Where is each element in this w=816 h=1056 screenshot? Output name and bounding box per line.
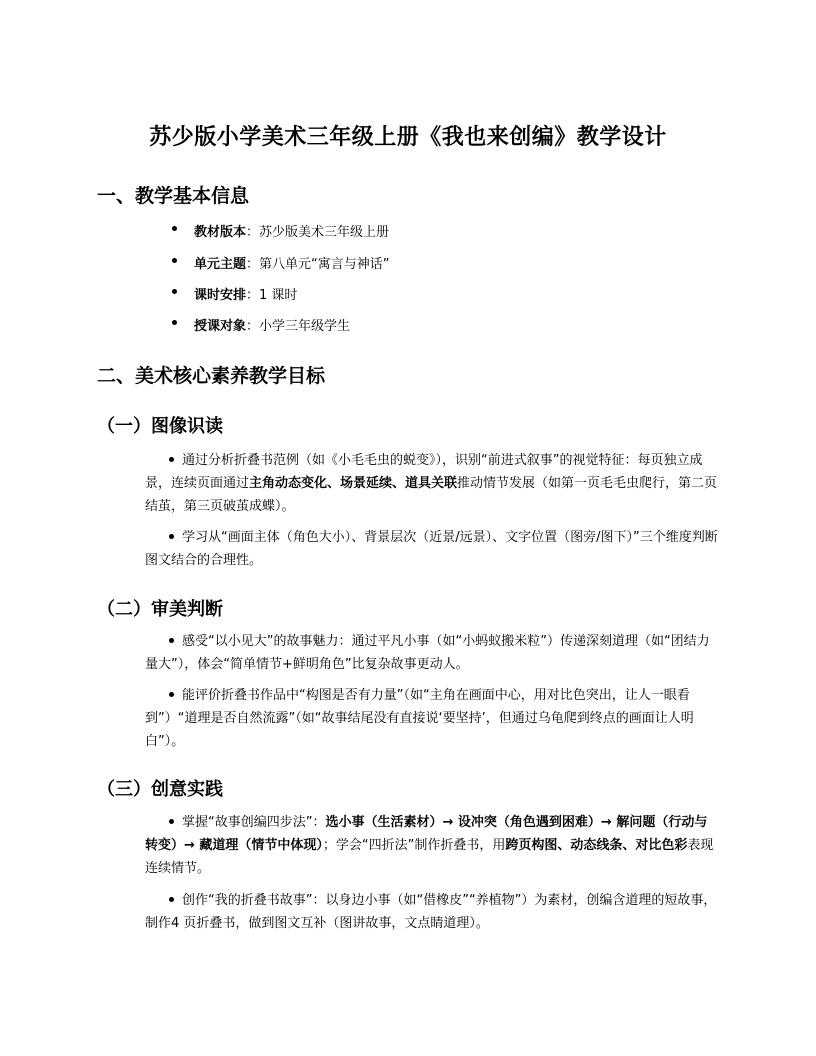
item-label: 教材版本 bbox=[194, 225, 247, 240]
list-item bbox=[174, 284, 297, 303]
item-label: 单元主题 bbox=[194, 257, 247, 272]
subsection-heading-image-reading: （一）图像识读 bbox=[97, 416, 223, 437]
paragraph bbox=[145, 526, 720, 572]
bullet-dot-icon bbox=[169, 534, 174, 539]
bullet-dot-icon bbox=[169, 897, 174, 902]
paragraph bbox=[145, 684, 720, 753]
list-item bbox=[174, 221, 389, 240]
paragraph-text: 学习从“画面主体（角色大小）、背景层次（近景/远景）、文字位置（图旁/图下）”三个维度判断图文结合的合理性。 bbox=[145, 530, 718, 568]
item-value: 苏少版美术三年级上册 bbox=[259, 225, 390, 240]
paragraph-bold-text: 跨页构图、动态线条、对比色彩 bbox=[505, 838, 688, 853]
paragraph bbox=[145, 630, 720, 676]
bullet-dot-icon bbox=[169, 692, 174, 697]
item-sep: ： bbox=[246, 319, 260, 334]
paragraph-text: 掌握“故事创编四步法”： bbox=[182, 815, 326, 830]
item-value: 1 课时 bbox=[259, 288, 298, 303]
paragraph-text: ；学会“四折法”制作折叠书，用 bbox=[322, 838, 506, 853]
item-label: 授课对象 bbox=[194, 319, 247, 334]
paragraph-text: 能评价折叠书作品中“构图是否有力量”（如“主角在画面中心，用对比色突出，让人一眼看到”）“道理是否自然流露”（如“故事结尾没有直接说‘要坚持’，但通过乌龟爬到终点的画面让人明白”）。 bbox=[145, 688, 694, 749]
paragraph bbox=[145, 449, 720, 518]
item-label: 课时安排 bbox=[194, 288, 247, 303]
list-item bbox=[174, 315, 350, 334]
paragraph-bold-text: 选小事（生活素材）→ 设冲突（角色遇到困难）→ 解问题（行动与转变）→ 藏道理（情节中体现） bbox=[145, 815, 708, 853]
paragraph-text: 推动情节发展（如第一页毛毛虫爬行，第二页结茧，第三页破茧成蝶）。 bbox=[145, 476, 718, 514]
bullet-dot-icon bbox=[172, 289, 177, 294]
subsection-heading-aesthetic: （二）审美判断 bbox=[97, 599, 223, 620]
bullet-dot-icon bbox=[172, 258, 177, 263]
paragraph-text: 创作“我的折叠书故事”：以身边小事（如“借橡皮”“养植物”）为素材，创编含道理的短故事，制作4 页折叠书，做到图文互补（图讲故事，文点睛道理）。 bbox=[145, 893, 717, 931]
bullet-dot-icon bbox=[172, 226, 177, 231]
paragraph-text: 感受“以小见大”的故事魅力：通过平凡小事（如“小蚂蚁搬米粒”）传递深刻道理（如“团结力量大”），体会“简单情节+鲜明角色”比复杂故事更动人。 bbox=[145, 634, 710, 672]
paragraph bbox=[145, 889, 720, 935]
bullet-dot-icon bbox=[169, 819, 174, 824]
list-item bbox=[174, 253, 390, 272]
paragraph-text: 通过分析折叠书范例（如《小毛毛虫的蜕变》），识别“前进式叙事”的视觉特征：每页独立成景，连续页面通过 bbox=[145, 453, 703, 491]
bullet-dot-icon bbox=[169, 638, 174, 643]
subsection-heading-creative: （三）创意实践 bbox=[97, 779, 223, 800]
item-sep: ： bbox=[246, 257, 260, 272]
item-value: 小学三年级学生 bbox=[259, 319, 351, 334]
item-value: 第八单元“寓言与神话” bbox=[259, 257, 390, 272]
paragraph-bold-text: 主角动态变化、场景延续、道具关联 bbox=[249, 476, 458, 491]
bullet-dot-icon bbox=[172, 320, 177, 325]
item-sep: ： bbox=[246, 288, 260, 303]
item-sep: ： bbox=[246, 225, 260, 240]
section-heading-objectives: 二、美术核心素养教学目标 bbox=[97, 365, 326, 387]
paragraph bbox=[145, 811, 720, 880]
paragraph-text: 表现连续情节。 bbox=[145, 838, 714, 876]
page-title: 苏少版小学美术三年级上册《我也来创编》教学设计 bbox=[149, 124, 667, 150]
bullet-dot-icon bbox=[169, 457, 174, 462]
section-heading-basic-info: 一、教学基本信息 bbox=[97, 185, 250, 207]
